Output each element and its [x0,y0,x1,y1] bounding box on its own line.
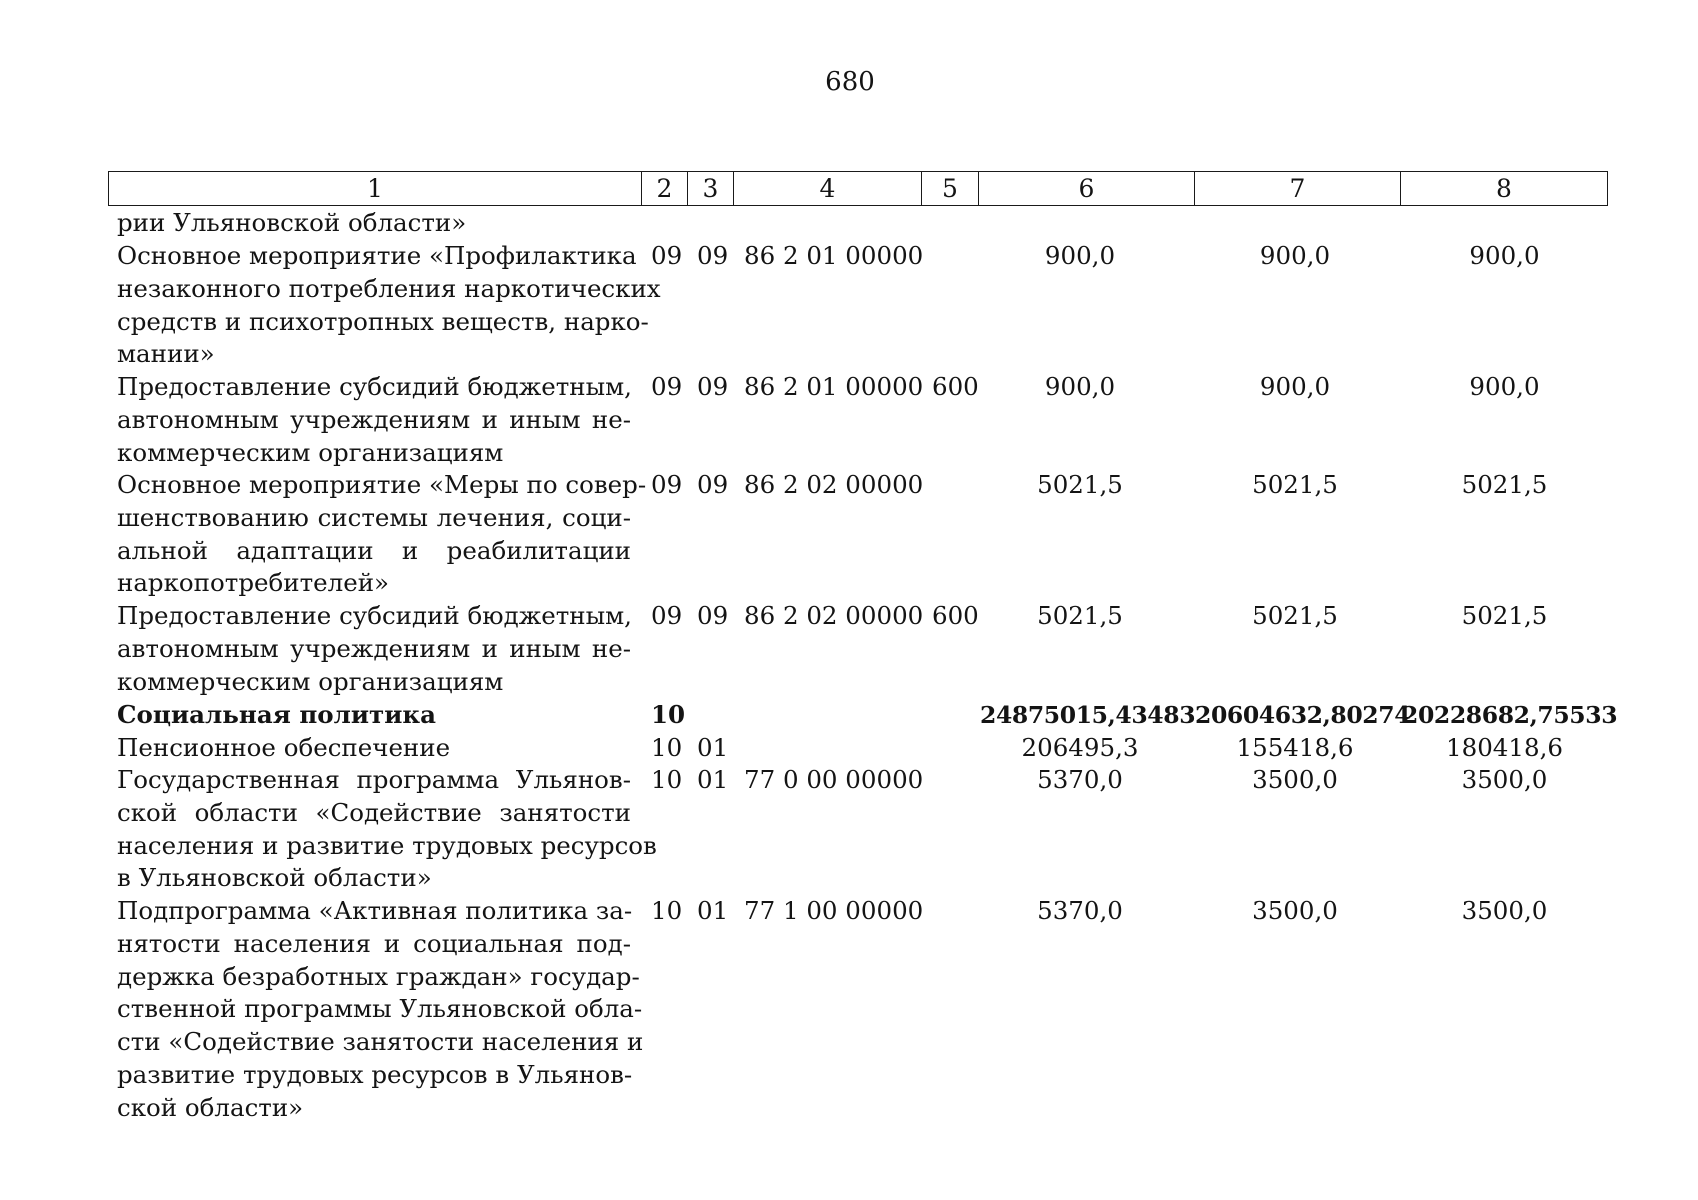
row-amount-col6: 5021,5 [1037,470,1123,499]
row-name-line: развитие трудовых ресурсов в Ульянов- [117,1059,633,1089]
row-amount-col8: 5021,5 [1461,470,1548,499]
row-name-line: Предоставление субсидий бюджетным, [117,372,632,401]
header-cell-6: 6 [978,172,1194,205]
row-amount-col7: 155418,6 [1236,733,1354,762]
header-cell-2: 2 [641,172,687,205]
row-amount-col6: 5370,0 [1037,765,1123,794]
header-cell-1: 1 [367,174,383,203]
row-amount-col6: 5021,5 [1037,601,1123,630]
row-name [117,732,631,765]
row-name-line: Государственная программа Ульянов- [117,765,631,794]
row-name-line: Подпрограмма «Активная политика за- [117,896,633,925]
row-name-line: в Ульяновской области» [117,863,432,893]
row-name-line: Основное мероприятие «Меры по совер- [117,470,647,499]
row-section-code: 10 [651,765,683,794]
row-name-line: ственной программы Ульяновской обла- [117,994,643,1024]
row-section-code: 09 [651,601,683,630]
table-header-row [108,171,1608,206]
row-subsection-code: 01 [697,896,729,925]
row-target-article: 86 2 02 00000 [744,470,924,499]
row-subsection-code: 09 [697,601,729,630]
row-name-line: наркопотребителей» [117,568,390,598]
row-amount-col6: 206495,3 [1021,733,1139,762]
row-name-line: незаконного потребления наркотических [117,273,661,303]
page-number: 680 [825,67,875,97]
row-name-line: нятости населения и социальная под- [117,928,631,958]
row-subsection-code: 09 [697,470,729,499]
row-name-line: рии Ульяновской области» [117,208,467,237]
row-name [117,207,631,240]
row-target-article: 86 2 01 00000 [744,372,924,401]
row-amount-col7: 5021,5 [1252,470,1338,499]
row-name-line: ской области «Содействие занятости [117,797,631,827]
row-section-code: 10 [651,896,683,925]
row-amount-col8: 3500,0 [1461,896,1548,925]
row-amount-col6: 900,0 [1044,241,1116,270]
row-name-line: шенствованию системы лечения, соци- [117,502,631,532]
row-name [117,469,647,600]
row-name-line: Пенсионное обеспечение [117,733,451,762]
row-amount-col6: 24875015,43483 [980,701,1196,729]
row-name-line: держка безработных граждан» государ- [117,961,640,991]
row-amount-col8: 180418,6 [1446,733,1563,762]
row-name [117,895,644,1125]
row-target-article: 77 1 00 00000 [744,896,924,925]
row-name [117,764,657,895]
row-name-line: автономным учреждениям и иным не- [117,404,631,434]
header-cell-8: 8 [1400,172,1607,205]
row-name-line: автономным учреждениям и иным не- [117,633,631,663]
row-amount-col7: 3500,0 [1252,896,1338,925]
header-cell-4: 4 [733,172,921,205]
row-amount-col8: 3500,0 [1461,765,1548,794]
row-target-article: 86 2 02 00000 [744,601,924,630]
row-name [117,699,631,732]
row-name-line: альной адаптации и реабилитации [117,535,631,565]
row-subsection-code: 09 [697,372,729,401]
row-amount-col7: 3500,0 [1252,765,1338,794]
row-amount-col7: 20604632,80274 [1195,701,1411,729]
row-name-line: мании» [117,339,215,369]
row-amount-col6: 5370,0 [1037,896,1123,925]
row-amount-col6: 900,0 [1044,372,1116,401]
row-section-code: 10 [651,733,683,762]
row-expense-type: 600 [932,601,979,630]
row-name-line: коммерческим организациям [117,437,504,467]
header-cell-3: 3 [687,172,733,205]
header-cell-7: 7 [1194,172,1400,205]
row-name-line: ской области» [117,1092,304,1122]
row-subsection-code: 01 [697,765,729,794]
row-amount-col7: 900,0 [1259,372,1331,401]
row-name [117,240,661,371]
row-name-line: Социальная политика [117,700,436,729]
row-expense-type: 600 [932,372,979,401]
row-target-article: 77 0 00 00000 [744,765,924,794]
row-amount-col8: 5021,5 [1461,601,1548,630]
row-section-code: 09 [651,241,683,270]
row-name [117,600,631,698]
row-amount-col8: 900,0 [1469,372,1540,401]
row-subsection-code: 01 [697,733,729,762]
row-section-code: 09 [651,470,683,499]
row-name-line: средств и психотропных веществ, нарко- [117,306,649,336]
row-target-article: 86 2 01 00000 [744,241,924,270]
row-amount-col7: 900,0 [1259,241,1331,270]
row-section-code: 10 [651,700,686,729]
row-amount-col7: 5021,5 [1252,601,1338,630]
row-name-line: сти «Содействие занятости населения и [117,1027,644,1057]
row-amount-col8: 20228682,75533 [1402,701,1618,729]
row-section-code: 09 [651,372,683,401]
row-name-line: коммерческим организациям [117,666,504,696]
header-cell-5: 5 [921,172,978,205]
row-amount-col8: 900,0 [1469,241,1540,270]
row-name-line: населения и развитие трудовых ресурсов [117,830,657,860]
row-subsection-code: 09 [697,241,729,270]
row-name-line: Основное мероприятие «Профилактика [117,241,637,270]
row-name [117,371,631,469]
row-name-line: Предоставление субсидий бюджетным, [117,601,632,630]
